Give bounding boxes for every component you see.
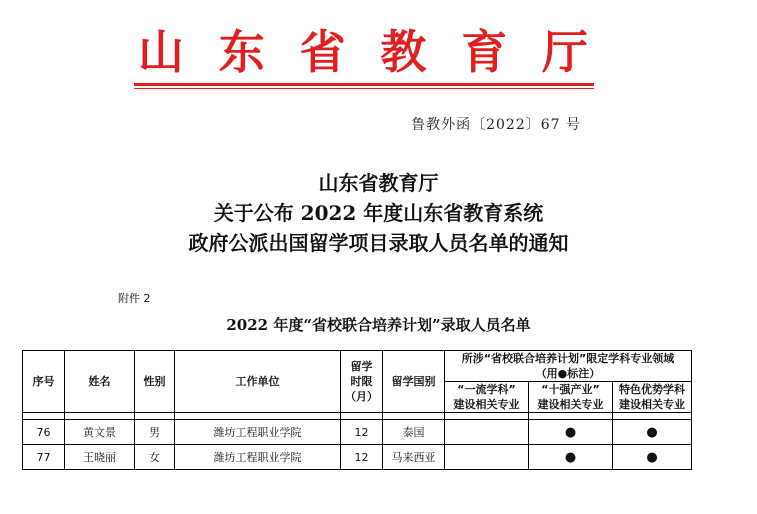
header-gender: 性别 [135, 351, 175, 413]
cell-gender: 男 [135, 420, 175, 445]
header-field-featured-discipline [613, 382, 692, 413]
cell-unit: 潍坊工程职业学院 [175, 445, 341, 470]
attachment-label: 附件 2 [118, 292, 151, 305]
header-fields-group-line: （用●标注） [535, 367, 601, 380]
header-duration-line: （月） [345, 390, 378, 403]
title-line: 山东省教育厅 [318, 171, 439, 195]
masthead-char: 东 [218, 25, 265, 79]
header-name: 姓名 [65, 351, 135, 413]
header-fields-group-line: 所涉“省校联合培养计划”限定学科专业领域 [461, 352, 675, 365]
cell-country: 马来西亚 [383, 445, 445, 470]
list-title: 2022 年度“省校联合培养计划”录取人员名单 [226, 316, 531, 334]
cell-field-top-ten-industry: ● [529, 420, 613, 445]
masthead-char: 山 [138, 25, 184, 79]
header-duration-line: 时限 [350, 375, 373, 388]
header-field-line: 建设相关专业 [619, 398, 685, 411]
cell-seq: 77 [23, 445, 65, 470]
masthead-char: 育 [461, 25, 508, 79]
cell-country: 泰国 [383, 420, 445, 445]
header-duration-line: 留学 [350, 360, 373, 373]
header-seq: 序号 [23, 351, 65, 413]
document-title [0, 168, 757, 258]
table-gap-row [23, 413, 692, 420]
header-field-line: 建设相关专业 [453, 398, 520, 411]
cell-name: 黄文景 [65, 420, 135, 445]
cell-duration: 12 [341, 420, 383, 445]
cell-name: 王晓丽 [65, 445, 135, 470]
title-line: 关于公布 2022 年度山东省教育系统 [213, 201, 544, 225]
cell-unit: 潍坊工程职业学院 [175, 420, 341, 445]
cell-gender: 女 [135, 445, 175, 470]
masthead-rule-thick [134, 83, 594, 86]
document-masthead [138, 24, 588, 80]
header-field-line: 特色优势学科 [619, 383, 685, 396]
masthead-char: 教 [380, 25, 427, 79]
header-duration [341, 351, 383, 413]
header-field-line: “一流学科” [457, 383, 516, 396]
cell-field-first-class [445, 445, 529, 470]
document-number: 鲁教外函〔2022〕67 号 [411, 117, 581, 133]
cell-seq: 76 [23, 420, 65, 445]
header-field-line: “十强产业” [541, 383, 600, 396]
masthead-rule-thin [134, 88, 594, 89]
table-row [23, 420, 692, 445]
header-field-top-ten-industry [529, 382, 613, 413]
masthead-char: 省 [299, 25, 346, 79]
header-field-line: 建设相关专业 [537, 398, 604, 411]
cell-field-first-class [445, 420, 529, 445]
table-row [23, 445, 692, 470]
header-fields-group [445, 351, 692, 382]
header-country: 留学国别 [383, 351, 445, 413]
cell-duration: 12 [341, 445, 383, 470]
cell-field-featured-discipline: ● [613, 445, 692, 470]
cell-field-top-ten-industry: ● [529, 445, 613, 470]
title-line: 政府公派出国留学项目录取人员名单的通知 [188, 231, 569, 255]
header-field-first-class [445, 382, 529, 413]
masthead-char: 厅 [541, 25, 588, 79]
header-unit: 工作单位 [175, 351, 341, 413]
cell-field-featured-discipline: ● [613, 420, 692, 445]
admission-table [22, 350, 692, 470]
